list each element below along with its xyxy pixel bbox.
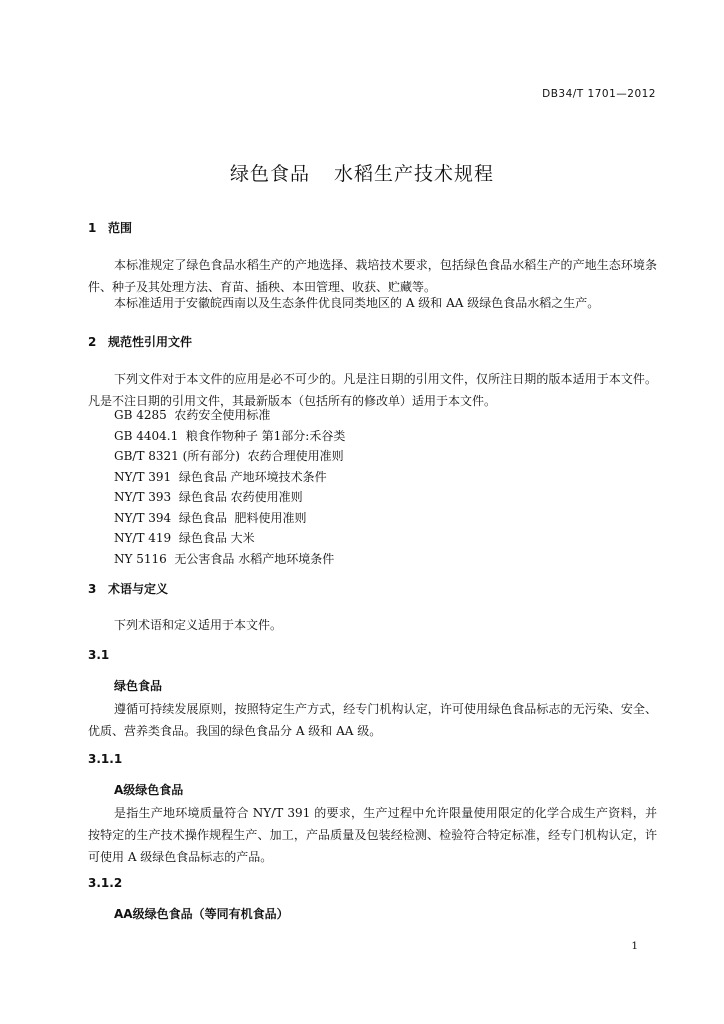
term-aa-grade-green-food: AA级绿色食品（等同有机食品） bbox=[114, 907, 289, 921]
section-1-number: 1 bbox=[88, 221, 97, 235]
reference-item: NY 5116 无公害食品 水稻产地环境条件 bbox=[114, 551, 335, 566]
scope-paragraph-1: 本标准规定了绿色食品水稻生产的产地选择、栽培技术要求，包括绿色食品水稻生产的产地生态环境条件、种子及其处理方法、育苗、插秧、本田管理、收获、贮藏等。 bbox=[88, 258, 657, 294]
section-3-title: 术语与定义 bbox=[108, 582, 169, 596]
title-part-1: 绿色食品 bbox=[229, 163, 310, 185]
reference-item: GB 4285 农药安全使用标准 bbox=[114, 408, 271, 422]
reference-list bbox=[114, 405, 345, 569]
reference-item: NY/T 391 绿色食品 产地环境技术条件 bbox=[114, 469, 327, 484]
title-part-2: 水稻生产技术规程 bbox=[334, 163, 495, 185]
standard-code: DB34/T 1701—2012 bbox=[542, 88, 656, 100]
section-2-heading bbox=[88, 333, 192, 350]
clause-3-1-2-number: 3.1.2 bbox=[88, 876, 123, 890]
terms-intro: 下列术语和定义适用于本文件。 bbox=[114, 618, 283, 632]
definition-green-food: 遵循可持续发展原则，按照特定生产方式，经专门机构认定，许可使用绿色食品标志的无污染、安全、优质、营养类食品。我国的绿色食品分 A 级和 AA 级。 bbox=[88, 702, 657, 738]
scope-paragraph-2: 本标准适用于安徽皖西南以及生态条件优良同类地区的 A 级和 AA 级绿色食品水稻之生产。 bbox=[114, 296, 600, 310]
references-intro: 下列文件对于本文件的应用是必不可少的。凡是注日期的引用文件，仅所注日期的版本适用于本文件。凡是不注日期的引用文件，其最新版本（包括所有的修改单）适用于本文件。 bbox=[88, 372, 657, 408]
section-2-title: 规范性引用文件 bbox=[108, 335, 193, 349]
definition-a-grade-green-food: 是指生产地环境质量符合 NY/T 391 的要求，生产过程中允许限量使用限定的化学合成生产资料，并按特定的生产技术操作规程生产、加工，产品质量及包装经检测、检验符合特定标准，经专门机构认定，许可使用 A 级绿色食品标志的产品。 bbox=[88, 806, 657, 864]
section-2-number: 2 bbox=[88, 335, 97, 349]
section-1-title: 范围 bbox=[108, 221, 133, 235]
reference-item: NY/T 394 绿色食品 肥料使用准则 bbox=[114, 510, 307, 525]
section-3-number: 3 bbox=[88, 582, 97, 596]
reference-item: GB 4404.1 粮食作物种子 第1部分:禾谷类 bbox=[114, 428, 346, 443]
clause-3-1-1-number: 3.1.1 bbox=[88, 752, 123, 766]
page-number: 1 bbox=[631, 940, 638, 952]
term-a-grade-green-food: A级绿色食品 bbox=[114, 783, 184, 797]
clause-3-1-number: 3.1 bbox=[88, 648, 110, 662]
section-1-heading bbox=[88, 219, 132, 236]
document-title bbox=[0, 159, 724, 186]
term-green-food: 绿色食品 bbox=[114, 679, 163, 693]
section-3-heading bbox=[88, 580, 168, 597]
reference-item: GB/T 8321 (所有部分) 农药合理使用准则 bbox=[114, 449, 344, 463]
reference-item: NY/T 393 绿色食品 农药使用准则 bbox=[114, 490, 303, 504]
reference-item: NY/T 419 绿色食品 大米 bbox=[114, 531, 255, 545]
